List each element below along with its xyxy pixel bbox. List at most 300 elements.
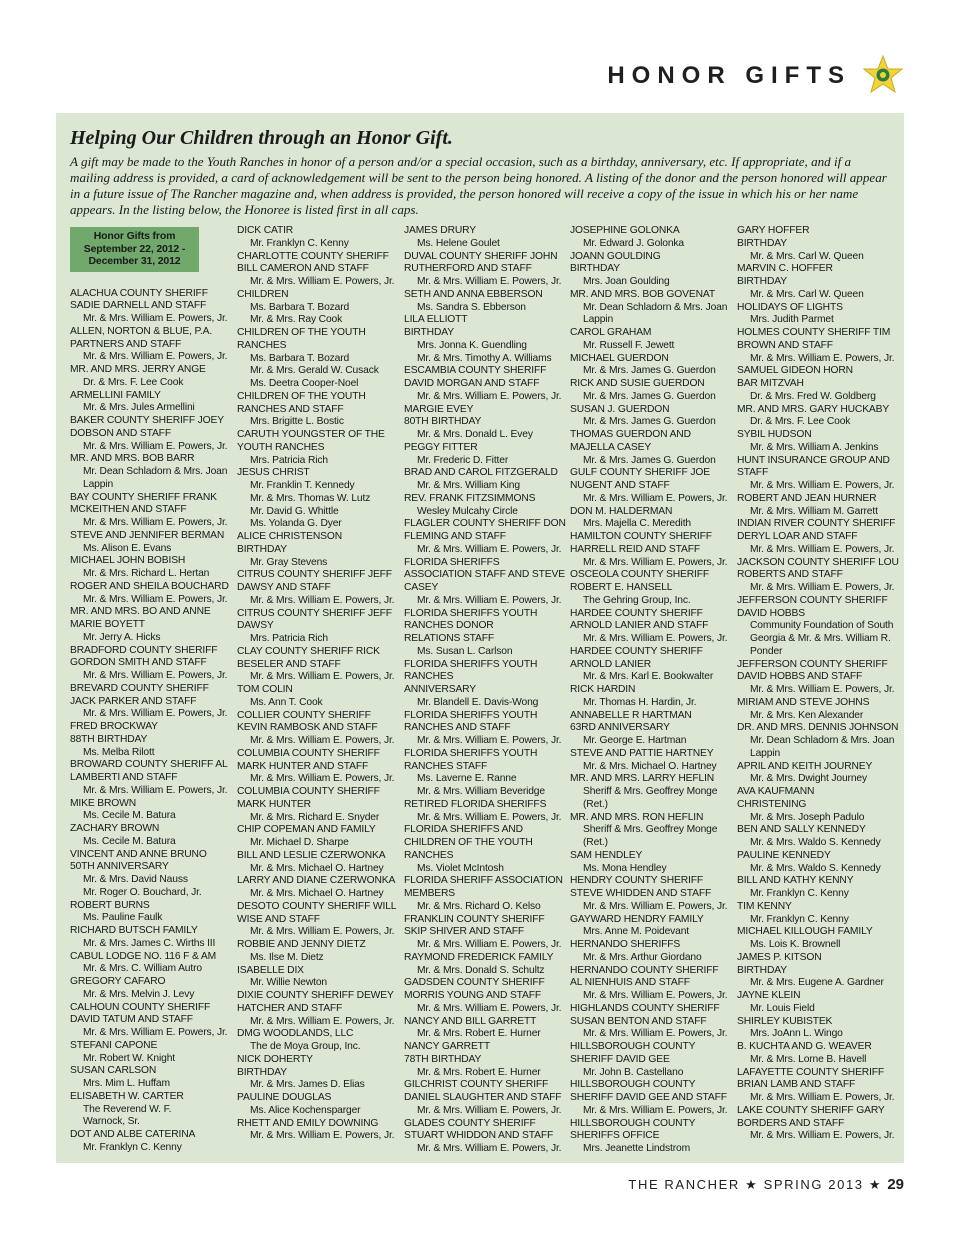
honoree-line: RANCHES STAFF: [404, 760, 488, 772]
honoree-line: ARNOLD LANIER: [570, 658, 652, 670]
honoree-line: CHIP COPEMAN AND FAMILY: [237, 824, 376, 836]
honoree-line: MR. AND MRS. JERRY ANGE: [70, 364, 206, 375]
donor-line: Mr. & Mrs. William E. Powers, Jr.: [417, 594, 562, 606]
donor-line: Mr. & Mrs. Waldo S. Kennedy: [750, 862, 881, 874]
honoree-line: MARK HUNTER AND STAFF: [237, 760, 369, 772]
honoree-line: ALACHUA COUNTY SHERIFF: [70, 287, 208, 299]
donor-line: Mr. & Mrs. Joseph Padulo: [750, 811, 865, 823]
donor-line: Mrs. Patricia Rich: [250, 633, 328, 644]
donor-line: Mrs. Majella C. Meredith: [583, 518, 691, 530]
honoree-line: MR. AND MRS. LARRY HEFLIN: [570, 773, 715, 785]
donor-line: Mr. Franklyn C. Kenny: [250, 237, 349, 249]
honoree-line: MIRIAM AND STEVE JOHNS: [737, 696, 870, 708]
honoree-line: HIGHLANDS COUNTY SHERIFF: [570, 1002, 720, 1014]
honoree-line: JOSEPHINE GOLONKA: [570, 225, 680, 236]
honoree-line: PEGGY FITTER: [404, 441, 478, 453]
donor-line: Ms. Melba Rilott: [83, 746, 155, 758]
honoree-line: FLORIDA SHERIFFS AND: [404, 824, 523, 836]
donor-line: Mr. George E. Hartman: [583, 735, 687, 746]
honoree-line: BRADFORD COUNTY SHERIFF: [70, 644, 218, 656]
donor-line: Mr. Franklyn C. Kenny: [83, 1141, 182, 1153]
donor-line: Mr. Frederic D. Fitter: [417, 454, 509, 466]
donor-line: Ms. Lois K. Brownell: [750, 939, 841, 950]
honoree-line: MCKEITHEN AND STAFF: [70, 504, 187, 516]
honoree-line: FLORIDA SHERIFFS YOUTH: [404, 709, 538, 721]
donor-line: Mr. & Mrs. Carl W. Queen: [750, 288, 864, 300]
donor-line: Mr. & Mrs. Michael O. Hartney: [250, 888, 384, 899]
honor-gifts-panel: [56, 113, 904, 1163]
honoree-line: LAFAYETTE COUNTY SHERIFF: [737, 1066, 885, 1078]
honoree-line: CASEY: [404, 582, 439, 593]
donor-line: Dr. & Mrs. Fred W. Goldberg: [750, 390, 876, 402]
honoree-line: APRIL AND KEITH JOURNEY: [737, 760, 873, 772]
donor-line: Dr. & Mrs. F. Lee Cook: [750, 416, 851, 428]
donor-line: Georgia & Mr. & Mrs. William R.: [750, 633, 891, 644]
donor-line: Mr. & Mrs. William E. Powers, Jr.: [83, 313, 228, 324]
honoree-line: DAVID TATUM AND STAFF: [70, 1014, 193, 1026]
donor-line: Ms. Laverne E. Ranne: [417, 773, 517, 785]
donor-line: Mr. Roger O. Bouchard, Jr.: [83, 886, 202, 898]
honoree-line: MARK HUNTER: [237, 798, 311, 810]
donor-line: Mr. & Mrs. William E. Powers, Jr.: [417, 543, 562, 555]
honoree-line: MR. AND MRS. BO AND ANNE: [70, 606, 211, 618]
honoree-line: CHILDREN OF THE YOUTH: [237, 390, 366, 402]
honoree-line: RUTHERFORD AND STAFF: [404, 263, 532, 275]
donor-line: Mr. & Mrs. William E. Powers, Jr.: [750, 543, 895, 555]
date-range-box: Honor Gifts from September 22, 2012 - December 31, 2012: [70, 227, 199, 272]
donor-line: Mr. & Mrs. William E. Powers, Jr.: [83, 784, 228, 796]
donor-line: Mr. Franklin T. Kennedy: [250, 480, 355, 491]
donor-line: Mr. & Mrs. William E. Powers, Jr.: [417, 1143, 562, 1154]
honoree-line: RHETT AND EMILY DOWNING: [237, 1117, 379, 1129]
honoree-line: CHARLOTTE COUNTY SHERIFF: [237, 250, 389, 262]
magazine-name: THE RANCHER: [628, 1177, 740, 1192]
honoree-line: ROBERT BURNS: [70, 899, 150, 911]
honoree-line: WISE AND STAFF: [237, 913, 320, 925]
intro-title: Helping Our Children through an Honor Gift.: [70, 127, 453, 149]
honoree-line: DESOTO COUNTY SHERIFF WILL: [237, 900, 397, 912]
honoree-line: DOBSON AND STAFF: [70, 427, 171, 439]
honoree-line: HERNANDO SHERIFFS: [570, 939, 681, 950]
honoree-line: BAR MITZVAH: [737, 378, 804, 389]
honoree-line: BESELER AND STAFF: [237, 658, 341, 670]
donor-line: Mr. & Mrs. William E. Powers, Jr.: [417, 811, 562, 823]
honoree-line: HAMILTON COUNTY SHERIFF: [570, 531, 712, 542]
honoree-line: AL NIENHUIS AND STAFF: [570, 977, 690, 989]
honoree-line: RANCHES DONOR: [404, 620, 494, 632]
honoree-line: ANNIVERSARY: [404, 684, 476, 695]
honoree-line: SAMUEL GIDEON HORN: [737, 365, 853, 377]
honoree-line: BORDERS AND STAFF: [737, 1117, 845, 1129]
donor-line: Mr. & Mrs. William Beveridge: [417, 786, 545, 797]
honoree-line: SUSAN BENTON AND STAFF: [570, 1015, 707, 1027]
donor-line: Ms. Barbara T. Bozard: [250, 301, 350, 313]
star-separator: ★: [868, 1177, 883, 1192]
honoree-line: BIRTHDAY: [737, 276, 787, 287]
donor-line: Mr. & Mrs. Thomas W. Lutz: [250, 492, 371, 504]
donor-line: Mrs. Anne M. Poidevant: [583, 926, 690, 938]
donor-line: Mr. & Mrs. Richard L. Hertan: [83, 568, 210, 579]
honoree-line: SUSAN CARLSON: [70, 1065, 157, 1077]
honoree-line: RELATIONS STAFF: [404, 633, 495, 644]
donor-line: Mr. & Mrs. Lorne B. Havell: [750, 1053, 867, 1065]
honoree-line: GLADES COUNTY SHERIFF: [404, 1117, 536, 1129]
honoree-line: MARGIE EVEY: [404, 403, 474, 415]
donor-line: Mr. & Mrs. William E. Powers, Jr.: [83, 708, 228, 720]
honoree-line: MEMBERS: [404, 888, 456, 899]
donor-line: Mr. & Mrs. William E. Powers, Jr.: [417, 276, 562, 287]
honoree-line: CHRISTENING: [737, 798, 807, 810]
donor-line: Mr. & Mrs. William E. Powers, Jr.: [583, 1028, 728, 1040]
donor-line: Ms. Susan L. Carlson: [417, 645, 513, 657]
honoree-line: ARMELLINI FAMILY: [70, 389, 161, 401]
donor-line: Lappin: [750, 747, 781, 759]
donor-line: Sheriff & Mrs. Geoffrey Monge: [583, 824, 718, 836]
honoree-line: ASSOCIATION STAFF AND STEVE: [404, 569, 565, 581]
honoree-line: CABUL LODGE NO. 116 F & AM: [70, 950, 217, 962]
honoree-line: JACK PARKER AND STAFF: [70, 695, 197, 707]
honoree-line: THOMAS GUERDON AND: [570, 429, 691, 440]
donor-line: Dr. & Mrs. F. Lee Cook: [83, 376, 184, 388]
donor-line: Mrs. Jeanette Lindstrom: [583, 1143, 691, 1154]
honoree-line: JOANN GOULDING: [570, 250, 661, 262]
honoree-line: HUNT INSURANCE GROUP AND: [737, 454, 890, 466]
donor-line: Ms. Sandra S. Ebberson: [417, 301, 526, 313]
donor-line: Mr. & Mrs. William E. Powers, Jr.: [583, 556, 728, 568]
donor-line: Mr. Blandell E. Davis-Wong: [417, 696, 539, 708]
listing-column-1: [70, 227, 229, 1155]
honoree-line: STEFANI CAPONE: [70, 1039, 158, 1051]
honoree-line: HARDEE COUNTY SHERIFF: [570, 607, 703, 619]
donor-line: Mr. & Mrs. William E. Powers, Jr.: [250, 594, 395, 606]
donor-line: Mr. & Mrs. William E. Powers, Jr.: [250, 1015, 395, 1027]
donor-line: Mr. & Mrs. William E. Powers, Jr.: [417, 390, 562, 402]
honoree-line: GULF COUNTY SHERIFF JOE: [570, 467, 710, 479]
honoree-line: SAM HENDLEY: [570, 849, 643, 861]
honoree-line: CITRUS COUNTY SHERIFF JEFF: [237, 607, 392, 619]
honoree-line: GREGORY CAFARO: [70, 976, 166, 987]
donor-line: Mr. & Mrs. Melvin J. Levy: [83, 988, 195, 1000]
donor-line: Mr. & Mrs. William E. Powers, Jr.: [750, 352, 895, 364]
honoree-line: RANCHES AND STAFF: [237, 403, 344, 415]
donor-line: Mr. & Mrs. William E. Powers, Jr.: [750, 1092, 895, 1103]
donor-line: Mr. & Mrs. Timothy A. Williams: [417, 352, 552, 364]
donor-line: Mr. & Mrs. William E. Powers, Jr.: [417, 735, 562, 746]
honoree-line: RICK HARDIN: [570, 684, 636, 695]
honoree-line: BIRTHDAY: [237, 1066, 287, 1078]
honoree-line: ALICE CHRISTENSON: [237, 531, 343, 542]
donor-line: Mr. Thomas H. Hardin, Jr.: [583, 696, 697, 708]
honoree-line: MICHAEL JOHN BOBISH: [70, 555, 186, 567]
donor-line: Mr. & Mrs. William E. Powers, Jr.: [750, 684, 895, 695]
donor-line: Mr. & Mrs. Arthur Giordano: [583, 951, 702, 963]
honoree-line: 88TH BIRTHDAY: [70, 733, 148, 745]
donor-line: Mr. Louis Field: [750, 1002, 815, 1014]
donor-line: Mr. & Mrs. Eugene A. Gardner: [750, 977, 884, 989]
honoree-line: BIRTHDAY: [737, 964, 787, 976]
honoree-line: BILL AND LESLIE CZERWONKA: [237, 849, 386, 861]
honoree-line: DMG WOODLANDS, LLC: [237, 1028, 354, 1040]
honoree-line: DAVID HOBBS: [737, 607, 805, 619]
honoree-line: NANCY AND BILL GARRETT: [404, 1015, 537, 1027]
honoree-line: CHILDREN OF THE YOUTH: [237, 327, 366, 338]
donor-line: Mr. & Mrs. James C. Wirths III: [83, 937, 216, 949]
donor-line: Mrs. Joan Goulding: [583, 276, 670, 287]
donor-line: Mr. & Mrs. James G. Guerdon: [583, 365, 716, 377]
donor-line: Mr. & Mrs. William E. Powers, Jr.: [417, 1104, 562, 1116]
honoree-line: ROGER AND SHEILA BOUCHARD: [70, 580, 229, 592]
donor-line: Mr. & Mrs. William E. Powers, Jr.: [583, 990, 728, 1001]
honoree-line: NUGENT AND STAFF: [570, 480, 670, 491]
donor-line: Mr. & Mrs. Waldo S. Kennedy: [750, 837, 881, 848]
honoree-line: BILL CAMERON AND STAFF: [237, 263, 369, 275]
honoree-line: OSCEOLA COUNTY SHERIFF: [570, 569, 709, 581]
donor-line: Mr. & Mrs. Michael O. Hartney: [250, 862, 384, 874]
listing-column-5: [737, 225, 897, 1143]
donor-line: Mr. & Mrs. James G. Guerdon: [583, 416, 716, 428]
honoree-line: TIM KENNY: [737, 900, 792, 912]
honoree-line: SKIP SHIVER AND STAFF: [404, 926, 525, 938]
donor-line: Mr. Dean Schladorn & Mrs. Joan: [583, 301, 728, 313]
donor-line: Mr. & Mrs. David Nauss: [83, 874, 188, 885]
donor-line: Mr. Dean Schladorn & Mrs. Joan: [83, 466, 228, 477]
donor-line: Mr. & Mrs. William E. Powers, Jr.: [83, 593, 228, 605]
honoree-line: 50TH ANNIVERSARY: [70, 861, 169, 873]
honoree-line: BROWARD COUNTY SHERIFF AL: [70, 759, 228, 771]
honoree-line: COLUMBIA COUNTY SHERIFF: [237, 786, 380, 797]
donor-line: Mr. & Mrs. William E. Powers, Jr.: [750, 1130, 895, 1142]
honoree-line: ROBERT E. HANSELL: [570, 582, 673, 593]
honoree-line: MR. AND MRS. RON HEFLIN: [570, 811, 704, 823]
issue-label: SPRING 2013: [763, 1177, 864, 1192]
donor-line: Wesley Mulcahy Circle: [417, 505, 518, 517]
donor-line: Mr. & Mrs. James G. Guerdon: [583, 454, 716, 466]
donor-line: Mr. & Mrs. William E. Powers, Jr.: [83, 440, 228, 452]
honoree-line: SHERIFF DAVID GEE: [570, 1053, 670, 1065]
donor-line: Mr. Franklyn C. Kenny: [750, 888, 849, 899]
honoree-line: HERNANDO COUNTY SHERIFF: [570, 964, 719, 976]
honoree-line: STEVE AND JENNIFER BERMAN: [70, 529, 225, 541]
donor-line: Ms. Violet McIntosh: [417, 862, 504, 874]
honoree-line: FLORIDA SHERIFF ASSOCIATION: [404, 875, 563, 887]
honoree-line: SADIE DARNELL AND STAFF: [70, 300, 207, 312]
donor-line: Mr. Michael D. Sharpe: [250, 837, 349, 848]
donor-line: Ms. Yolanda G. Dyer: [250, 518, 342, 530]
donor-line: Mr. & Mrs. Richard O. Kelso: [417, 900, 541, 912]
donor-line: Mr. & Mrs. William M. Garrett: [750, 505, 878, 517]
honoree-line: MIKE BROWN: [70, 797, 137, 809]
honoree-line: VINCENT AND ANNE BRUNO: [70, 848, 207, 860]
honoree-line: MORRIS YOUNG AND STAFF: [404, 990, 542, 1001]
donor-line: Mr. & Mrs. Robert E. Hurner: [417, 1028, 541, 1040]
donor-line: Warnock, Sr.: [83, 1116, 140, 1128]
donor-line: Mrs. Brigitte L. Bostic: [250, 416, 344, 428]
honoree-line: FRANKLIN COUNTY SHERIFF: [404, 913, 545, 925]
honoree-line: BAKER COUNTY SHERIFF JOEY: [70, 415, 224, 426]
honoree-line: RETIRED FLORIDA SHERIFFS: [404, 798, 547, 810]
honoree-line: DERYL LOAR AND STAFF: [737, 531, 858, 542]
honoree-line: REV. FRANK FITZSIMMONS: [404, 492, 536, 504]
honoree-line: FLORIDA SHERIFFS YOUTH: [404, 658, 538, 670]
donor-line: Mr. & Mrs. Ray Cook: [250, 314, 343, 326]
honor-listing: [56, 225, 904, 1155]
donor-line: Mr. Franklyn C. Kenny: [750, 913, 849, 925]
donor-line: Mr. & Mrs. Jules Armellini: [83, 402, 195, 414]
donor-line: Mr. & Mrs. Donald L. Evey: [417, 429, 533, 440]
star-separator: ★: [745, 1177, 759, 1192]
donor-line: Mr. & Mrs. Richard E. Snyder: [250, 811, 380, 823]
honoree-line: DICK CATIR: [237, 225, 294, 236]
donor-line: Mr. & Mrs. William E. Powers, Jr.: [83, 517, 228, 528]
honoree-line: ROBERT AND JEAN HURNER: [737, 492, 877, 504]
yellow-star-seal-icon: [861, 54, 905, 98]
donor-line: Mr. John B. Castellano: [583, 1066, 684, 1078]
listing-column-3: [404, 225, 564, 1156]
honoree-line: RANCHES: [404, 671, 454, 683]
honoree-line: BROWN AND STAFF: [737, 339, 833, 351]
donor-line: Mr. Jerry A. Hicks: [83, 631, 161, 643]
donor-line: Mr. Willie Newton: [250, 977, 327, 989]
donor-line: Mr. & Mrs. William E. Powers, Jr.: [83, 670, 228, 681]
honoree-line: CLAY COUNTY SHERIFF RICK: [237, 645, 380, 657]
honoree-line: INDIAN RIVER COUNTY SHERIFF: [737, 518, 896, 530]
donor-line: Lappin: [83, 478, 114, 490]
donor-line: Ponder: [750, 645, 783, 657]
honoree-line: RANCHES: [237, 339, 287, 351]
honoree-line: ANNABELLE R HARTMAN: [570, 709, 692, 721]
honoree-line: MR. AND MRS. BOB GOVENAT: [570, 288, 715, 300]
donor-line: Mr. & Mrs. Dwight Journey: [750, 773, 867, 785]
honoree-line: DON M. HALDERMAN: [570, 505, 673, 517]
honoree-line: ELISABETH W. CARTER: [70, 1090, 184, 1102]
honoree-line: FLORIDA SHERIFFS: [404, 556, 500, 568]
donor-line: Mr. & Mrs. William E. Powers, Jr.: [417, 1002, 562, 1014]
listing-column-2: [237, 225, 397, 1143]
honoree-line: LAMBERTI AND STAFF: [70, 772, 178, 783]
donor-line: Ms. Barbara T. Bozard: [250, 352, 350, 364]
page-footer: [628, 1176, 904, 1193]
honoree-line: FLAGLER COUNTY SHERIFF DON: [404, 518, 566, 530]
donor-line: Mr. & Mrs. C. William Autro: [83, 963, 202, 975]
honoree-line: CARUTH YOUNGSTER OF THE: [237, 429, 385, 440]
donor-line: Mr. & Mrs. William E. Powers, Jr.: [250, 773, 395, 785]
donor-line: Mr. Gray Stevens: [250, 556, 328, 568]
donor-line: Mrs. JoAnn L. Wingo: [750, 1028, 843, 1040]
donor-line: Mrs. Mim L. Huffam: [83, 1078, 170, 1089]
honoree-line: MR. AND MRS. GARY HUCKABY: [737, 403, 890, 415]
donor-line: The de Moya Group, Inc.: [250, 1041, 361, 1052]
donor-line: Mr. & Mrs. William E. Powers, Jr.: [83, 351, 228, 363]
honoree-line: LAKE COUNTY SHERIFF GARY: [737, 1104, 885, 1116]
donor-line: Ms. Pauline Faulk: [83, 912, 163, 924]
honoree-line: GAYWARD HENDRY FAMILY: [570, 913, 704, 925]
honoree-line: PAULINE DOUGLAS: [237, 1092, 332, 1103]
donor-line: Mr. & Mrs. William E. Powers, Jr.: [583, 633, 728, 644]
honoree-line: TOM COLIN: [237, 684, 293, 695]
donor-line: Mr. & Mrs. William E. Powers, Jr.: [250, 276, 395, 287]
donor-line: Ms. Alice Kochensparger: [250, 1104, 361, 1116]
honoree-line: AVA KAUFMANN: [737, 786, 815, 797]
honoree-line: SHIRLEY KUBISTEK: [737, 1015, 833, 1027]
honoree-line: MARIE BOYETT: [70, 619, 145, 630]
honoree-line: MR. AND MRS. BOB BARR: [70, 453, 195, 465]
honoree-line: LILA ELLIOTT: [404, 314, 468, 326]
honoree-line: JACKSON COUNTY SHERIFF LOU: [737, 556, 899, 568]
honoree-line: HILLSBOROUGH COUNTY: [570, 1117, 696, 1129]
honoree-line: CITRUS COUNTY SHERIFF JEFF: [237, 569, 392, 581]
donor-line: Mr. Edward J. Golonka: [583, 237, 685, 249]
donor-line: Mr. & Mrs. William E. Powers, Jr.: [417, 939, 562, 950]
honoree-line: FLORIDA SHERIFFS YOUTH: [404, 747, 538, 759]
honoree-line: STUART WHIDDON AND STAFF: [404, 1130, 554, 1142]
honoree-line: CHILDREN OF THE YOUTH: [404, 837, 533, 848]
honoree-line: JAMES DRURY: [404, 225, 476, 236]
donor-line: Community Foundation of South: [750, 620, 894, 632]
honoree-line: ALLEN, NORTON & BLUE, P.A.: [70, 325, 213, 337]
donor-line: Sheriff & Mrs. Geoffrey Monge: [583, 786, 718, 797]
honoree-line: SYBIL HUDSON: [737, 429, 812, 440]
donor-line: Mr. & Mrs. William E. Powers, Jr.: [83, 1027, 228, 1038]
donor-line: Mr. Russell F. Jewett: [583, 339, 675, 351]
honoree-line: DUVAL COUNTY SHERIFF JOHN: [404, 250, 558, 262]
donor-line: The Gehring Group, Inc.: [583, 594, 691, 606]
intro-text: A gift may be made to the Youth Ranches in honor of a person and/or a special occasion, such as a birthday, anniversary, etc. If appropriate, and if a mailing address is provided, a card of acknowledgement will be sent to the person being honored. A listing of the donor and the person honored will appear in a future issue of The Rancher magazine and, when address is provided, the person honored will receive a copy of the issue in which his or her name appears. In the listing below, the Honoree is listed first in all caps.: [70, 154, 887, 217]
donor-line: Ms. Cecile M. Batura: [83, 835, 176, 847]
honoree-line: SETH AND ANNA EBBERSON: [404, 288, 543, 300]
honoree-line: RICHARD BUTSCH FAMILY: [70, 925, 198, 936]
honoree-line: KEVIN RAMBOSK AND STAFF: [237, 722, 378, 734]
donor-line: Mr. Robert W. Knight: [83, 1052, 175, 1064]
honoree-line: MICHAEL KILLOUGH FAMILY: [737, 926, 873, 938]
donor-line: Mrs. Jonna K. Guendling: [417, 339, 527, 351]
honoree-line: FRED BROCKWAY: [70, 721, 158, 732]
honoree-line: 63RD ANNIVERSARY: [570, 722, 670, 734]
honoree-line: HENDRY COUNTY SHERIFF: [570, 875, 704, 887]
honoree-line: BAY COUNTY SHERIFF FRANK: [70, 491, 217, 503]
honoree-line: DOT AND ALBE CATERINA: [70, 1129, 196, 1140]
donor-line: Ms. Mona Hendley: [583, 862, 667, 874]
honoree-line: ROBERTS AND STAFF: [737, 569, 843, 581]
honoree-line: SHERIFF DAVID GEE AND STAFF: [570, 1092, 727, 1103]
honoree-line: FLORIDA SHERIFFS YOUTH: [404, 607, 538, 619]
donor-line: Mrs. Patricia Rich: [250, 454, 328, 466]
donor-line: Mr. & Mrs. William King: [417, 480, 520, 491]
section-title: HONOR GIFTS: [607, 62, 851, 89]
donor-line: Ms. Ilse M. Dietz: [250, 951, 324, 963]
honoree-line: CHILDREN: [237, 288, 289, 300]
donor-line: Mr. & Mrs. William E. Powers, Jr.: [250, 1130, 395, 1142]
honoree-line: SHERIFFS OFFICE: [570, 1130, 660, 1142]
donor-line: Mr. & Mrs. William E. Powers, Jr.: [250, 671, 395, 683]
honoree-line: JAYNE KLEIN: [737, 990, 801, 1001]
honoree-line: MARVIN C. HOFFER: [737, 263, 833, 275]
honoree-line: BRAD AND CAROL FITZGERALD: [404, 467, 558, 479]
honoree-line: BIRTHDAY: [570, 263, 620, 275]
donor-line: Mr. & Mrs. William A. Jenkins: [750, 441, 879, 453]
donor-line: Lappin: [583, 314, 614, 326]
honoree-line: RANCHES: [404, 849, 454, 861]
donor-line: (Ret.): [583, 798, 608, 810]
honoree-line: DR. AND MRS. DENNIS JOHNSON: [737, 722, 899, 734]
donor-line: Mr. & Mrs. William E. Powers, Jr.: [750, 582, 895, 593]
honoree-line: BRIAN LAMB AND STAFF: [737, 1079, 856, 1091]
honoree-line: DAWSY AND STAFF: [237, 582, 331, 593]
honoree-line: BILL AND KATHY KENNY: [737, 875, 854, 887]
honoree-line: GORDON SMITH AND STAFF: [70, 657, 207, 669]
honoree-line: ISABELLE DIX: [237, 964, 304, 976]
honoree-line: JESUS CHRIST: [237, 467, 310, 479]
honoree-line: B. KUCHTA AND G. WEAVER: [737, 1041, 872, 1052]
